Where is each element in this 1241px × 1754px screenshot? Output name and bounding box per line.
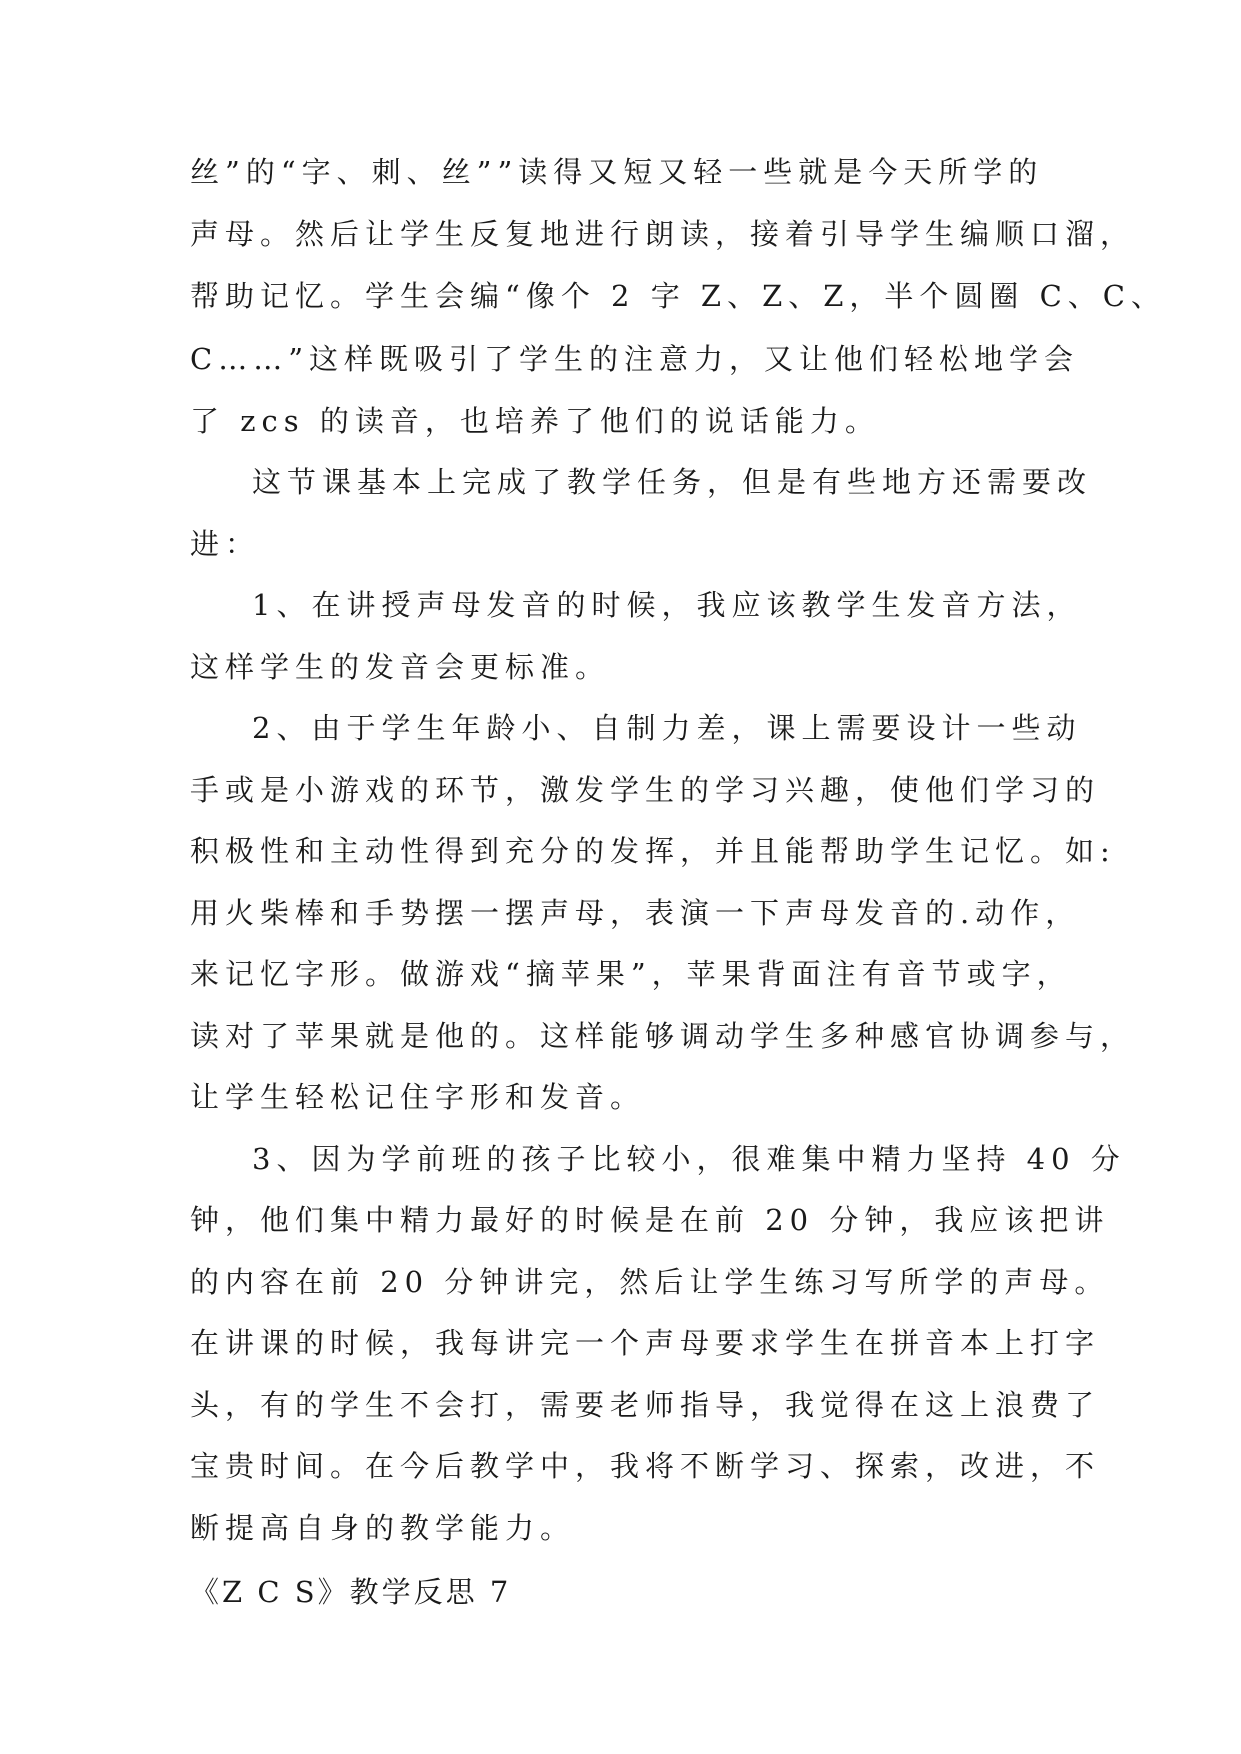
text-line: 断提高自身的教学能力。 — [190, 1511, 576, 1545]
text-line: 声母。然后让学生反复地进行朗读，接着引导学生编顺口溜， — [190, 217, 1136, 251]
text-line: 帮助记忆。学生会编“像个 2 字 Z、Z、Z，半个圆圈 C、C、 — [190, 279, 1166, 313]
text-line: 进： — [190, 527, 261, 561]
text-line: 手或是小游戏的环节，激发学生的学习兴趣，使他们学习的 — [190, 773, 1101, 807]
paragraph-start: 这节课基本上完成了教学任务，但是有些地方还需要改 — [252, 465, 1093, 499]
text-line: 了 zcs 的读音，也培养了他们的说话能力。 — [190, 404, 880, 438]
text-line: 用火柴棒和手势摆一摆声母，表演一下声母发音的.动作， — [190, 896, 1081, 930]
text-line: 丝”的“字、刺、丝””读得又短又轻一些就是今天所学的 — [190, 155, 1044, 189]
text-line: 读对了苹果就是他的。这样能够调动学生多种感官协调参与， — [190, 1019, 1136, 1053]
list-item-2: 2、由于学生年龄小、自制力差，课上需要设计一些动 — [252, 711, 1082, 745]
text-line: 这样学生的发音会更标准。 — [190, 650, 611, 684]
text-line: 在讲课的时候，我每讲完一个声母要求学生在拼音本上打字 — [190, 1326, 1101, 1360]
section-title: 《Z C S》教学反思 7 — [190, 1575, 512, 1609]
text-line: 让学生轻松记住字形和发音。 — [190, 1080, 646, 1114]
text-line: 来记忆字形。做游戏“摘苹果”，苹果背面注有音节或字， — [190, 957, 1072, 991]
text-line: 头，有的学生不会打，需要老师指导，我觉得在这上浪费了 — [190, 1388, 1101, 1422]
text-line: 的内容在前 20 分钟讲完，然后让学生练习写所学的声母。 — [190, 1265, 1110, 1299]
text-line: 积极性和主动性得到充分的发挥，并且能帮助学生记忆。如: — [190, 834, 1116, 868]
text-line: C……”这样既吸引了学生的注意力，又让他们轻松地学会 — [190, 342, 1080, 376]
list-item-3: 3、因为学前班的孩子比较小，很难集中精力坚持 40 分 — [252, 1142, 1126, 1176]
text-line: 宝贵时间。在今后教学中，我将不断学习、探索，改进，不 — [190, 1449, 1101, 1483]
list-item-1: 1、在讲授声母发音的时候，我应该教学生发音方法， — [252, 588, 1082, 622]
text-line: 钟，他们集中精力最好的时候是在前 20 分钟，我应该把讲 — [190, 1203, 1110, 1237]
